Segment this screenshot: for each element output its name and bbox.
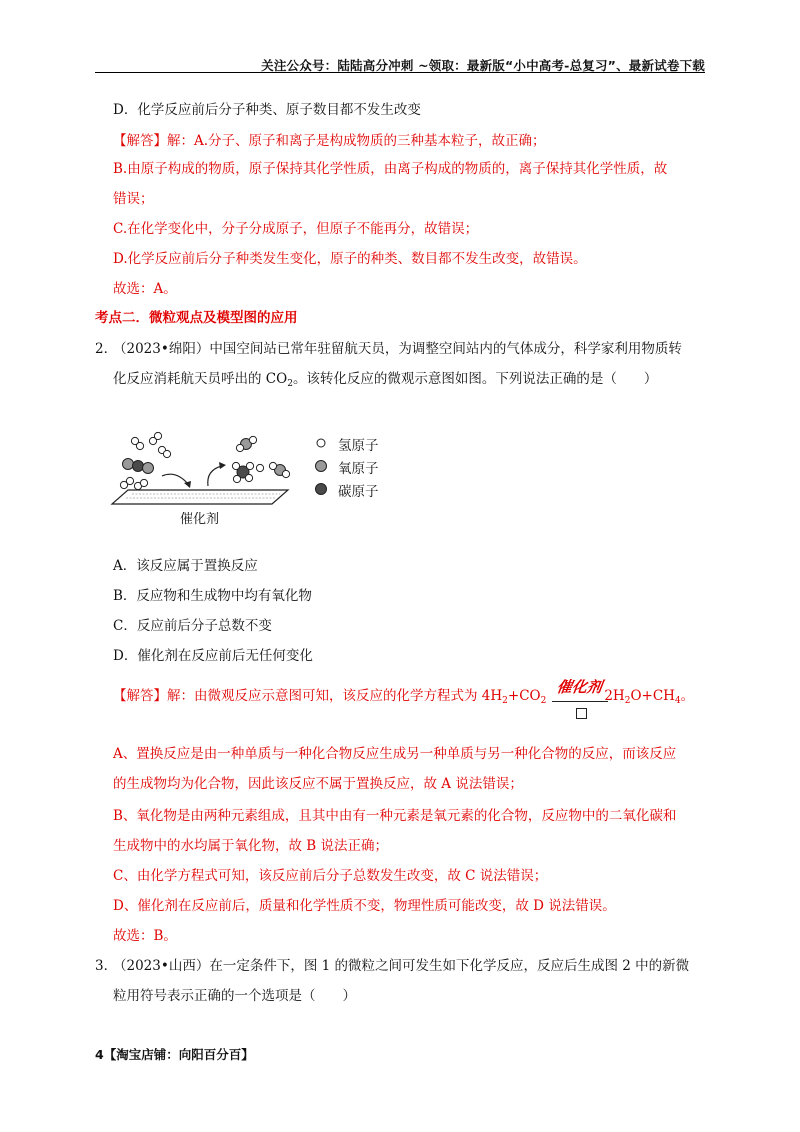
- co2-molecule: [123, 459, 154, 474]
- q2-choice: 故选：B。: [113, 928, 177, 944]
- q2-eq-part4: O+CH: [630, 688, 675, 704]
- catalyst-label: 催化剂: [180, 512, 220, 527]
- q2-eq-end: 。: [680, 688, 695, 704]
- q1-explain-d: D.化学反应前后分子种类发生变化，原子的种类、数目都不发生改变，故错误。: [113, 251, 587, 267]
- q1-answer-tag: 【解答】: [113, 133, 167, 149]
- q2-explain-d: D、催化剂在反应前后，质量和化学性质不变，物理性质可能改变，故 D 说法错误。: [113, 898, 616, 914]
- q2-option-c: C．反应前后分子总数不变: [113, 618, 272, 634]
- q2-answer: 【解答】解：由微观反应示意图可知，该反应的化学方程式为 $4H_2+CO_2$ $2H_2O+CH_4$。: [113, 688, 695, 706]
- q1-explain-b2: 错误；: [113, 191, 154, 207]
- legend-hydrogen-swatch: [317, 439, 325, 447]
- q1-answer-intro: 解：A.分子、原子和离子是构成物质的三种基本粒子，故正确；: [167, 133, 546, 149]
- header-rule: [95, 72, 705, 73]
- legend-carbon-swatch: [316, 484, 327, 495]
- q2-stem-line1: （2023•绵阳）中国空间站已常年驻留航天员，为调整空间站内的气体成分，科学家利用物质转: [113, 341, 682, 357]
- h2o-molecule: [236, 436, 256, 451]
- arrow-down: [162, 474, 188, 484]
- q2-explain-a1: A、置换反应是由一种单质与一种化合物反应生成另一种单质与另一种化合物的反应，而该反应: [113, 746, 677, 762]
- legend-carbon: 碳原子: [338, 484, 379, 500]
- h2-adsorbed: [120, 477, 147, 489]
- h2-molecule: [149, 432, 161, 444]
- section-title: 考点二．微粒观点及模型图的应用: [95, 310, 298, 326]
- h2-molecule: [131, 437, 143, 449]
- q1-explain-b1: B.由原子构成的物质，原子保持其化学性质，由离子构成的物质的，离子保持其化学性质，故: [113, 161, 668, 177]
- page-number: 4: [95, 1047, 104, 1062]
- catalyst-surface: [112, 490, 288, 504]
- q1-option-d: D．化学反应前后分子种类、原子数目都不发生改变: [113, 102, 421, 118]
- ch4-molecule: [232, 462, 253, 482]
- h2-molecule: [158, 446, 170, 457]
- q2-stem-post: 。该转化反应的微观示意图如图。下列说法正确的是（ ）: [292, 371, 658, 387]
- q2-explain-a2: 的生成物均为化合物，因此该反应不属于置换反应，故 A 说法错误；: [113, 776, 523, 792]
- q2-number: 2．: [95, 341, 118, 357]
- page-header: 关注公众号：陆陆高分冲刺 ~领取：最新版“小中高考-总复习”、最新试卷下载: [261, 58, 705, 73]
- q2-eq-part3: 2H: [604, 688, 625, 704]
- q2-option-d: D．催化剂在反应前后无任何变化: [113, 648, 313, 664]
- q1-answer: [113, 129, 546, 149]
- eq-condition-box: [576, 708, 587, 719]
- legend-hydrogen: 氢原子: [338, 438, 379, 454]
- q2-answer-intro: 解：由微观反应示意图可知，该反应的化学方程式为 4H: [167, 688, 503, 704]
- eq-catalyst-label: 催化剂: [555, 678, 604, 696]
- q1-choice: 故选：A。: [113, 281, 177, 297]
- eq-reaction-bar: [552, 701, 608, 702]
- q2-explain-b2: 生成物中的水均属于氧化物，故 B 说法正确；: [113, 838, 389, 854]
- q2-stem-line2: [113, 367, 657, 389]
- q2-stem-pre: 化反应消耗航天员呼出的 CO: [113, 371, 288, 387]
- legend-oxygen-swatch: [316, 461, 327, 472]
- q3-stem-line1: （2023•山西）在一定条件下，图 1 的微粒之间可发生如下化学反应，反应后生成图 2 中的新微: [113, 958, 690, 974]
- h2o-molecule: [269, 462, 289, 477]
- page-footer: [95, 1045, 254, 1063]
- footer-text: 【淘宝店铺：向阳百分百】: [103, 1047, 254, 1062]
- arrow-up: [208, 466, 222, 486]
- q2-explain-c: C、由化学方程式可知，该反应前后分子总数发生改变，故 C 说法错误；: [113, 868, 548, 884]
- q1-explain-c: C.在化学变化中，分子分成原子，但原子不能再分，故错误；: [113, 221, 479, 237]
- legend-swatches: [313, 436, 329, 500]
- q3-number: 3．: [95, 958, 118, 974]
- q2-stem-sub: 2: [287, 379, 293, 389]
- h-atom: [256, 464, 263, 471]
- q2-eq-part2: +CO: [507, 688, 541, 704]
- q2-option-b: B．反应物和生成物中均有氧化物: [113, 588, 312, 604]
- q2-answer-tag: 【解答】: [113, 688, 167, 704]
- q2-explain-b1: B、氧化物是由两种元素组成，且其中由有一种元素是氧元素的化合物，反应物中的二氧化碳和: [113, 808, 677, 824]
- q3-stem-line2: 粒用符号表示正确的一个选项是（ ）: [113, 988, 356, 1004]
- legend-oxygen: 氧原子: [338, 461, 379, 477]
- q2-option-a: A．该反应属于置换反应: [113, 558, 258, 574]
